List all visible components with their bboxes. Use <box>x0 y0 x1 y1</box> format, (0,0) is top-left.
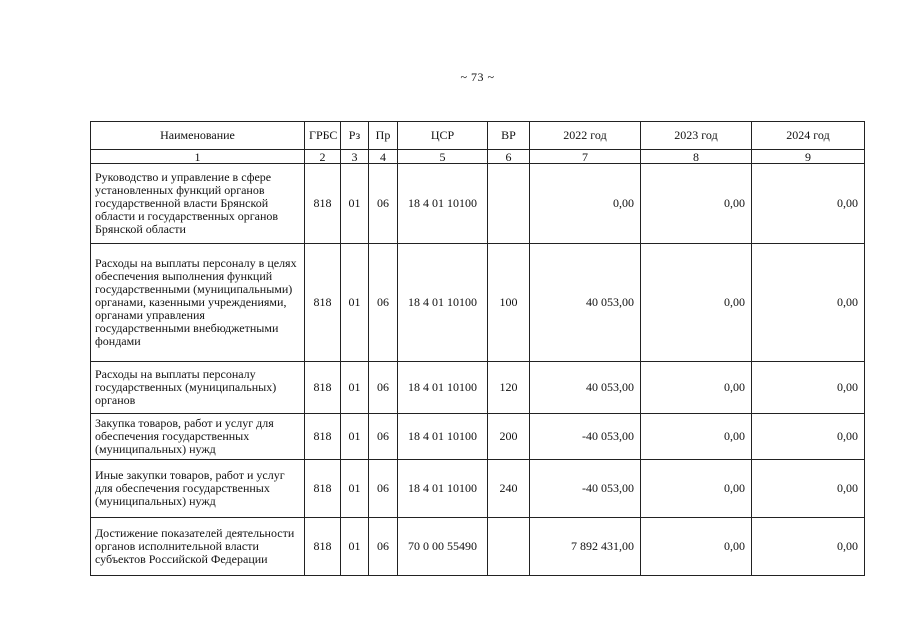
row-name: Руководство и управление в сфере установленных функций органов государственной власти Брянской области и государственных органов Брянской области <box>91 164 305 244</box>
cell-2024: 0,00 <box>752 460 865 518</box>
budget-table <box>90 121 865 576</box>
column-header: 2023 год <box>641 122 752 150</box>
cell-rz: 01 <box>341 414 369 460</box>
cell-pr: 06 <box>369 244 398 362</box>
table-row <box>91 164 865 244</box>
cell-grbs: 818 <box>305 460 341 518</box>
cell-2023: 0,00 <box>641 460 752 518</box>
cell-csr: 18 4 01 10100 <box>398 362 488 414</box>
column-header: Наименование <box>91 122 305 150</box>
column-number: 8 <box>641 150 752 164</box>
column-header: Пр <box>369 122 398 150</box>
cell-vr: 120 <box>488 362 530 414</box>
cell-2024: 0,00 <box>752 414 865 460</box>
cell-csr: 18 4 01 10100 <box>398 164 488 244</box>
table-row <box>91 518 865 576</box>
cell-grbs: 818 <box>305 414 341 460</box>
row-name: Расходы на выплаты персоналу государственных (муниципальных) органов <box>91 362 305 414</box>
column-header: ВР <box>488 122 530 150</box>
cell-2024: 0,00 <box>752 244 865 362</box>
row-name: Иные закупки товаров, работ и услуг для обеспечения государственных (муниципальных) нужд <box>91 460 305 518</box>
column-number: 3 <box>341 150 369 164</box>
cell-2023: 0,00 <box>641 244 752 362</box>
column-header: ЦСР <box>398 122 488 150</box>
row-name: Достижение показателей деятельности органов исполнительной власти субъектов Российской Федерации <box>91 518 305 576</box>
cell-2022: 40 053,00 <box>530 362 641 414</box>
cell-pr: 06 <box>369 518 398 576</box>
column-number: 7 <box>530 150 641 164</box>
page-number: ~ 73 ~ <box>460 70 495 84</box>
row-name: Расходы на выплаты персоналу в целях обеспечения выполнения функций государственными (муниципальными) органами, казенными учреждениями, органами управления государственными внебюджетными фондами <box>91 244 305 362</box>
row-name: Закупка товаров, работ и услуг для обеспечения государственных (муниципальных) нужд <box>91 414 305 460</box>
cell-rz: 01 <box>341 460 369 518</box>
cell-2024: 0,00 <box>752 164 865 244</box>
cell-rz: 01 <box>341 244 369 362</box>
cell-pr: 06 <box>369 362 398 414</box>
column-number-row <box>91 150 865 164</box>
column-header: 2024 год <box>752 122 865 150</box>
column-header: Рз <box>341 122 369 150</box>
cell-rz: 01 <box>341 164 369 244</box>
cell-grbs: 818 <box>305 244 341 362</box>
cell-pr: 06 <box>369 414 398 460</box>
cell-grbs: 818 <box>305 164 341 244</box>
column-number: 9 <box>752 150 865 164</box>
cell-vr: 100 <box>488 244 530 362</box>
column-number: 1 <box>91 150 305 164</box>
cell-2022: -40 053,00 <box>530 460 641 518</box>
cell-csr: 18 4 01 10100 <box>398 460 488 518</box>
column-number: 6 <box>488 150 530 164</box>
table-row <box>91 460 865 518</box>
cell-pr: 06 <box>369 460 398 518</box>
cell-2023: 0,00 <box>641 164 752 244</box>
table-row <box>91 244 865 362</box>
table-row <box>91 414 865 460</box>
cell-pr: 06 <box>369 164 398 244</box>
cell-2024: 0,00 <box>752 518 865 576</box>
column-number: 2 <box>305 150 341 164</box>
cell-csr: 70 0 00 55490 <box>398 518 488 576</box>
cell-grbs: 818 <box>305 518 341 576</box>
cell-2023: 0,00 <box>641 518 752 576</box>
cell-2024: 0,00 <box>752 362 865 414</box>
column-header: ГРБС <box>305 122 341 150</box>
cell-rz: 01 <box>341 362 369 414</box>
cell-grbs: 818 <box>305 362 341 414</box>
cell-2023: 0,00 <box>641 362 752 414</box>
cell-csr: 18 4 01 10100 <box>398 244 488 362</box>
header-row <box>91 122 865 150</box>
column-number: 4 <box>369 150 398 164</box>
cell-2022: -40 053,00 <box>530 414 641 460</box>
column-header: 2022 год <box>530 122 641 150</box>
cell-vr <box>488 164 530 244</box>
cell-2022: 7 892 431,00 <box>530 518 641 576</box>
column-number: 5 <box>398 150 488 164</box>
cell-vr: 200 <box>488 414 530 460</box>
table-row <box>91 362 865 414</box>
cell-vr <box>488 518 530 576</box>
cell-2022: 0,00 <box>530 164 641 244</box>
cell-2022: 40 053,00 <box>530 244 641 362</box>
cell-vr: 240 <box>488 460 530 518</box>
cell-csr: 18 4 01 10100 <box>398 414 488 460</box>
cell-rz: 01 <box>341 518 369 576</box>
cell-2023: 0,00 <box>641 414 752 460</box>
